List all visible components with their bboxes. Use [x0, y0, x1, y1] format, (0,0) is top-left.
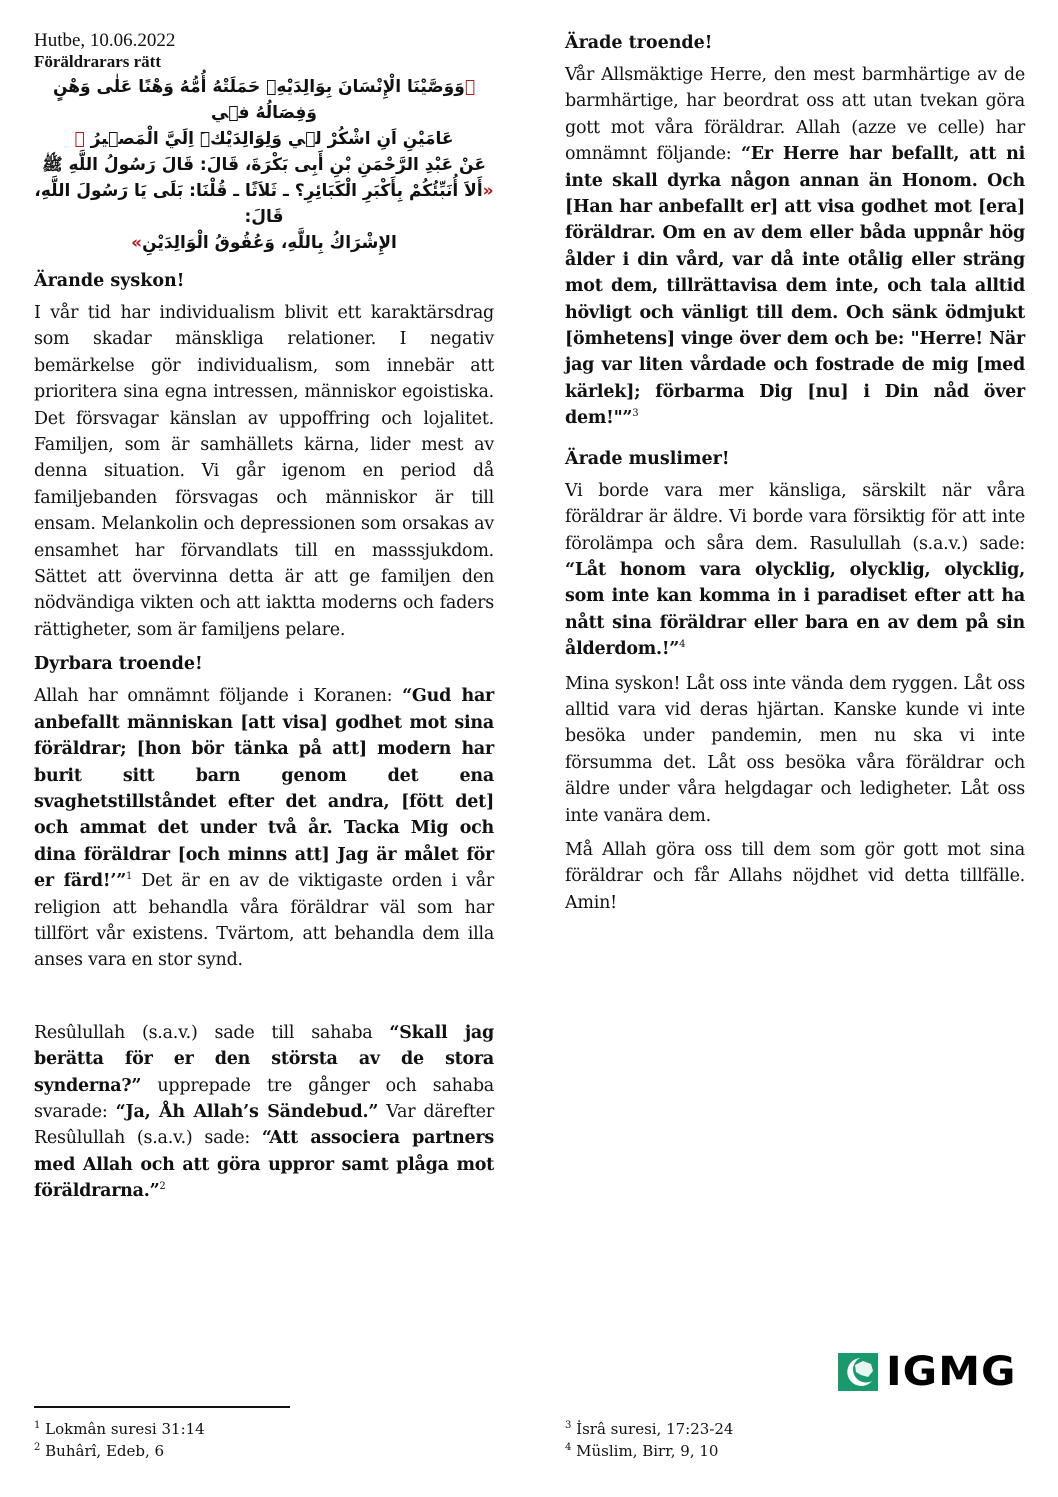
section-heading: Ärande syskon!	[34, 271, 185, 291]
hadith-open-quote: «	[482, 181, 494, 201]
quran-quote: “Gud har anbefallt människan [att visa] godhet mot sina föräldrar; [hon bör tänka på att] modern har burit sitt barn genom det ena svaghetstillståndet efter det andra, [fött det] och ammat det under två år. Tacka Mig och dina föräldrar [och minns att] Jag är målet för er färd!’”	[34, 686, 494, 892]
footnote: $^4$ Müslim, Birr, 9, 10	[565, 1442, 719, 1460]
igmg-logo	[838, 1349, 1017, 1395]
arabic-hadith-line1: «أَلاَ أُنَبِّئُكُمْ بِأَكْبَرِ الْكَبَائِرِ؟ ـ ثَلاَثًا ـ قُلْنَا: بَلَى يَا رَسُولَ اللَّهِ، قَالَ:	[34, 181, 494, 227]
section-heading: Ärade troende!	[565, 33, 713, 53]
quran-quote: “Er Herre har befallt, att ni inte skall dyrka någon annan än Honom. Och [Han har anbefallt er] att visa godhet mot [era] föräldrar. Om en av dem eller båda uppnår hög ålder i din vård, var då inte otålig eller sträng mot dem, tillrättavisa dem inte, och tala alltid hövligt och vänligt till dem. Och sänk ödmjukt [ömhetens] vinge över dem och be: "Herre! När jag var liten vårdade och fostrade de mig [med kärlek]; förbarma Dig [nu] i Din nåd över dem!"”	[565, 144, 1025, 429]
footnote-ref: 3	[632, 408, 639, 420]
arabic-quotes	[34, 74, 494, 256]
arabic-verse-line1: ﴿وَوَصَّيْنَا الْإِنْسَانَ بِوَالِدَيْهِۚ حَمَلَتْهُ أُمُّهُ وَهْنًا عَلٰى وَهْنٍ وَفِصَالُهُ فٖي	[52, 77, 476, 123]
sermon-title: Föräldrarars rätt	[34, 52, 161, 71]
paragraph: Vår Allsmäktige Herre, den mest barmhärtige av de barmhärtige, har beordrat oss att utan tvekan göra gott mot våra föräldrar. Allah (azze ve celle) har omnämnt följande: “Er Herre har befallt, att ni inte skall dyrka någon annan än Honom. Och [Han har anbefallt er] att visa godhet mot [era] föräldrar. Om en av dem eller båda uppnår hög ålder i din vård, var då inte otålig eller sträng mot dem, tillrättavisa dem inte, och tala alltid hövligt och vänligt till dem. Och sänk ödmjukt [ömhetens] vinge över dem och be: "Herre! När jag var liten vårdade och fostrade de mig [med kärlek]; förbarma Dig [nu] i Din nåd över dem!"”$^3$	[565, 65, 1025, 429]
arabic-hadith-intro: عَنْ عَبْدِ الرَّحْمَنِ بْنِ أَبِى بَكْرَةَ، قَالَ: قَالَ رَسُولُ اللَّهِ ﷺ	[42, 155, 486, 175]
hadith-close-quote: »	[131, 233, 143, 253]
crescent-globe-icon	[838, 1353, 878, 1391]
footnote: $^3$ İsrâ suresi, 17:23-24	[565, 1420, 734, 1438]
footnotes-left	[34, 1418, 205, 1462]
footnote-ref: 4	[679, 639, 686, 651]
section-heading: Dyrbara troende!	[34, 654, 203, 675]
footnote-ref: 1	[126, 871, 133, 883]
logo-wordmark: IGMG	[886, 1349, 1017, 1395]
hadith-quote: “Skall jag berätta för er den största av de stora synderna?”	[34, 1022, 495, 1096]
hadith-quote: “Ja, Åh Allah’s Sändebud.”	[115, 1101, 379, 1122]
footnote-ref: 2	[159, 1181, 166, 1193]
paragraph: I vår tid har individualism blivit ett karaktärsdrag som skadar mänskliga relationer. I negativ bemärkelse gör individualism, som innebär att prioritera sina egna intressen, människor egoistiska. Det försvagar känslan av uppoffring och lojalitet. Familjen, som är samhällets kärna, lider mest av denna situation. Vi går igenom en period då familjebanden försvagas och människor är till ensam. Melankolin och depressionen som orsakas av ensamhet har förvandlats till en masssjukdom. Sättet att övervinna detta är att ge familjen den nödvändiga vikten och att iaktta moderns och faders rättigheter, som är familjens pelare.	[34, 303, 494, 640]
left-column	[34, 30, 494, 1213]
footnote: $^2$ Buhârî, Edeb, 6	[34, 1442, 165, 1460]
verse-close-bracket: ﴾	[74, 129, 85, 149]
footnote-divider	[34, 1406, 290, 1408]
paragraph: Resûlullah (s.a.v.) sade till sahaba “Skall jag berätta för er den största av de stora synderna?” upprepade tre gånger och sahaba svarade: “Ja, Åh Allah’s Sändebud.” Var därefter Resûlullah (s.a.v.) sade: “Att associera partners med Allah och att göra uppror samt plåga mot föräldrarna.”$^2$	[34, 1022, 495, 1202]
arabic-verse-line2: عَامَيْنِ اَنِ اشْكُرْ لٖي وَلِوَالِدَيْكَۜ اِلَيَّ الْمَصٖيرُ ﴾	[74, 129, 454, 149]
hadith-quote: “Låt honom vara olycklig, olycklig, olycklig, som inte kan komma in i paradiset efter att ha nått sina föräldrar eller bara en av dem på sin ålderdom.!”	[565, 559, 1025, 660]
sermon-date: Hutbe, 10.06.2022	[34, 30, 176, 51]
section-heading: Ärade muslimer!	[565, 448, 730, 469]
verse-open-bracket: ﴿	[464, 77, 476, 97]
hadith-quote: “Att associera partners med Allah och att göra uppror samt plåga mot föräldrarna.”	[34, 1128, 494, 1202]
footnotes-right	[565, 1418, 733, 1462]
paragraph: Vi borde vara mer känsliga, särskilt när våra föräldrar är äldre. Vi borde vara försiktig för att inte förolämpa och såra dem. Rasulullah (s.a.v.) sade: “Låt honom vara olycklig, olycklig, olycklig, som inte kan komma in i paradiset efter att ha nått sina föräldrar eller bara en av dem på sin ålderdom.!”$^4$	[565, 480, 1025, 660]
paragraph: Mina syskon! Låt oss inte vända dem ryggen. Låt oss alltid vara vid deras hjärtan. Kanske kunde vi inte besöka under pandemin, men nu ska vi inte försumma det. Låt oss besöka våra föräldrar och äldre under våra helgdagar och ledigheter. Låt oss inte vanära dem.	[565, 673, 1025, 826]
paragraph: Må Allah göra oss till dem som gör gott mot sina föräldrar och får Allahs nöjdhet vid detta tillfälle. Amin!	[565, 839, 1025, 913]
paragraph: Allah har omnämnt följande i Koranen: “Gud har anbefallt människan [att visa] godhet mot sina föräldrar; [hon bör tänka på att] modern har burit sitt barn genom det ena svaghetstillståndet efter det andra, [fött det] och ammat det under två år. Tacka Mig och dina föräldrar [och minns att] Jag är målet för er färd!’”$^1$ Det är en av de viktigaste orden i vår religion att behandla våra föräldrar väl som har tillfört vår existens. Tvärtom, att behandla dem illa anses vara en stor synd.	[34, 686, 494, 971]
footnote: $^1$ Lokmân suresi 31:14	[34, 1420, 205, 1438]
right-column	[565, 30, 1025, 924]
arabic-hadith-line2: الإِشْرَاكُ بِاللَّهِ، وَعُقُوقُ الْوَالِدَيْنِ»	[131, 233, 397, 253]
